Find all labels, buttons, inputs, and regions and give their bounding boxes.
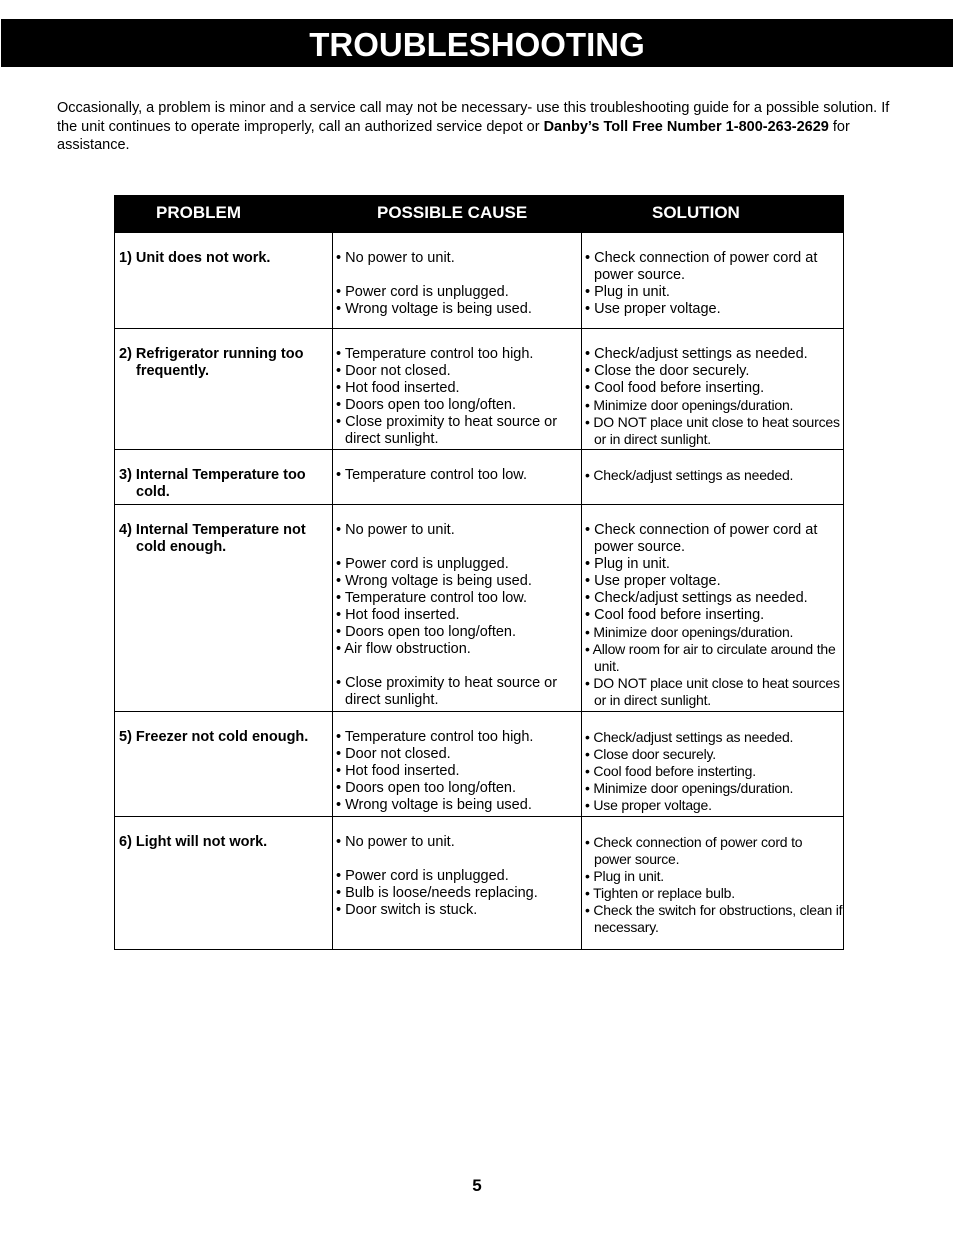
cause-item: • Temperature control too low. xyxy=(336,590,527,606)
solution-cell xyxy=(581,712,844,816)
problem-label: 4) Internal Temperature not cold enough. xyxy=(119,522,306,555)
table-body xyxy=(114,232,844,950)
table-row xyxy=(114,450,844,505)
cause-item xyxy=(336,851,581,868)
solution-item: • Allow room for air to circulate around the unit. xyxy=(585,641,836,674)
solution-item: • Check/adjust settings as needed. xyxy=(585,467,794,483)
cause-item: • Door not closed. xyxy=(336,746,451,762)
solution-item: • Check connection of power cord at power source. xyxy=(585,250,818,283)
solution-item: • Check the switch for obstructions, clean if necessary. xyxy=(585,902,843,935)
intro-phone: Danby’s Toll Free Number 1-800-263-2629 xyxy=(543,118,829,135)
solution-cell xyxy=(581,233,844,328)
solution-item: • Use proper voltage. xyxy=(585,573,721,589)
problem-cell xyxy=(114,329,332,449)
cause-item: • Doors open too long/often. xyxy=(336,624,517,640)
problem-label: 2) Refrigerator running too frequently. xyxy=(119,346,304,379)
problem-label: 1) Unit does not work. xyxy=(119,250,271,266)
table-row xyxy=(114,329,844,450)
cause-item: • No power to unit. xyxy=(336,834,455,850)
cause-item: • Temperature control too high. xyxy=(336,346,534,362)
table-row xyxy=(114,232,844,329)
cause-cell xyxy=(332,817,581,949)
problem-cell xyxy=(114,505,332,711)
solution-item: • DO NOT place unit close to heat sources or in direct sunlight. xyxy=(585,414,840,447)
page-number: 5 xyxy=(472,1176,482,1195)
header-solution: SOLUTION xyxy=(652,203,740,222)
intro-paragraph xyxy=(57,99,897,155)
solution-cell xyxy=(581,817,844,949)
cause-item: • Bulb is loose/needs replacing. xyxy=(336,885,538,901)
solution-item: • Plug in unit. xyxy=(585,284,670,300)
solution-item: • DO NOT place unit close to heat sources or in direct sunlight. xyxy=(585,675,840,708)
solution-item: • Check/adjust settings as needed. xyxy=(585,729,794,745)
problem-cell xyxy=(114,233,332,328)
cause-item: • Hot food inserted. xyxy=(336,607,460,623)
solution-item: • Plug in unit. xyxy=(585,868,664,884)
problem-cell xyxy=(114,712,332,816)
intro-tail: for assistance. xyxy=(57,118,850,153)
solution-cell xyxy=(581,505,844,711)
cause-item: • No power to unit. xyxy=(336,522,455,538)
troubleshooting-table xyxy=(114,195,844,950)
header-possible-cause: POSSIBLE CAUSE xyxy=(377,203,528,222)
solution-item: • Use proper voltage. xyxy=(585,797,712,813)
cause-cell xyxy=(332,450,581,504)
solution-item: • Plug in unit. xyxy=(585,556,670,572)
cause-item: • Close proximity to heat source or direct sunlight. xyxy=(336,414,558,447)
cause-item xyxy=(336,658,581,675)
solution-item: • Check/adjust settings as needed. xyxy=(585,590,808,606)
solution-item: • Cool food before inserting. xyxy=(585,607,765,623)
cause-item: • No power to unit. xyxy=(336,250,455,266)
solution-cell xyxy=(581,329,844,449)
cause-item: • Hot food inserted. xyxy=(336,763,460,779)
table-row xyxy=(114,817,844,950)
solution-item: • Cool food before inserting. xyxy=(585,380,765,396)
cause-item: • Temperature control too high. xyxy=(336,729,534,745)
cause-cell xyxy=(332,505,581,711)
cause-cell xyxy=(332,712,581,816)
table-row xyxy=(114,712,844,817)
solution-item: • Cool food before insterting. xyxy=(585,763,756,779)
intro-text: Occasionally, a problem is minor and a service call may not be necessary- use this troubleshooting guide for a possible solution. If the unit continues to operate improperly, call an authorized service depot or xyxy=(57,100,890,135)
solution-item: • Minimize door openings/duration. xyxy=(585,780,794,796)
page-title: TROUBLESHOOTING xyxy=(309,26,645,63)
cause-cell xyxy=(332,329,581,449)
solution-item: • Minimize door openings/duration. xyxy=(585,624,794,640)
cause-item: • Doors open too long/often. xyxy=(336,397,517,413)
cause-item xyxy=(336,267,581,284)
solution-item: • Use proper voltage. xyxy=(585,301,721,317)
cause-item: • Door not closed. xyxy=(336,363,451,379)
header-problem: PROBLEM xyxy=(156,203,241,222)
solution-item: • Close door securely. xyxy=(585,746,716,762)
solution-item: • Tighten or replace bulb. xyxy=(585,885,735,901)
cause-cell xyxy=(332,233,581,328)
problem-cell xyxy=(114,817,332,949)
cause-item: • Power cord is unplugged. xyxy=(336,284,509,300)
cause-item: • Wrong voltage is being used. xyxy=(336,573,532,589)
cause-item: • Wrong voltage is being used. xyxy=(336,301,532,317)
cause-item: • Door switch is stuck. xyxy=(336,902,478,918)
solution-cell xyxy=(581,450,844,504)
table-header xyxy=(114,195,844,232)
problem-cell xyxy=(114,450,332,504)
cause-item: • Air flow obstruction. xyxy=(336,641,471,657)
cause-item: • Temperature control too low. xyxy=(336,467,527,483)
table-row xyxy=(114,505,844,712)
cause-item: • Wrong voltage is being used. xyxy=(336,797,532,813)
problem-label: 3) Internal Temperature too cold. xyxy=(119,467,306,500)
solution-item: • Check connection of power cord to power source. xyxy=(585,834,803,867)
solution-item: • Minimize door openings/duration. xyxy=(585,397,794,413)
cause-item: • Power cord is unplugged. xyxy=(336,868,509,884)
problem-label: 5) Freezer not cold enough. xyxy=(119,729,309,745)
cause-item: • Close proximity to heat source or direct sunlight. xyxy=(336,675,558,708)
solution-item: • Check connection of power cord at power source. xyxy=(585,522,818,555)
cause-item: • Hot food inserted. xyxy=(336,380,460,396)
solution-item: • Close the door securely. xyxy=(585,363,750,379)
solution-item: • Check/adjust settings as needed. xyxy=(585,346,808,362)
cause-item xyxy=(336,539,581,556)
title-banner xyxy=(1,19,953,67)
cause-item: • Doors open too long/often. xyxy=(336,780,517,796)
cause-item: • Power cord is unplugged. xyxy=(336,556,509,572)
problem-label: 6) Light will not work. xyxy=(119,834,268,850)
